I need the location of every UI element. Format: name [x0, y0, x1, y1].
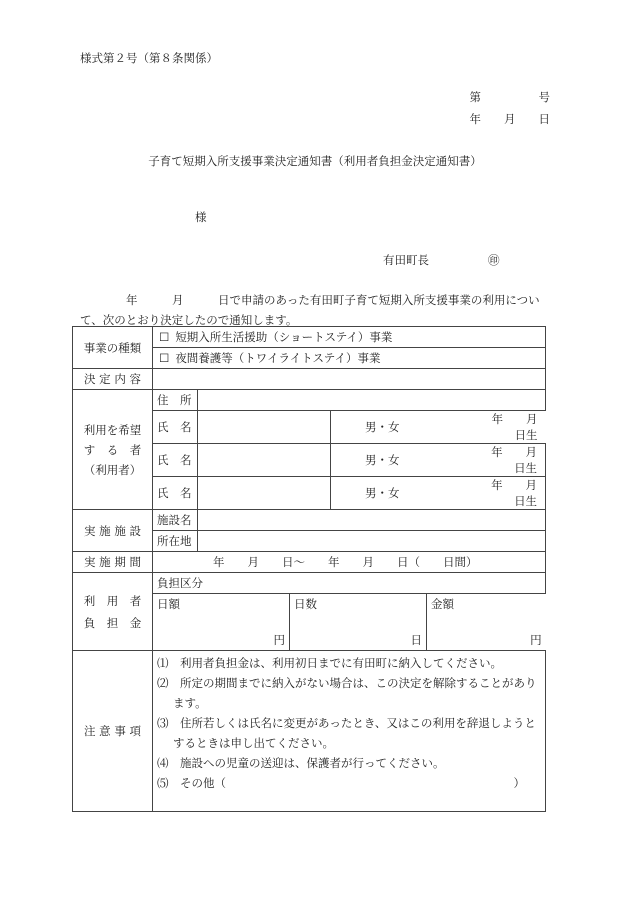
- period-value[interactable]: 年 月 日～ 年 月 日（ 日間）: [153, 552, 546, 573]
- fee-category-label: 負担区分: [153, 573, 546, 594]
- facility-label: 実 施 施 設: [73, 510, 153, 552]
- document-title: 子育て短期入所支援事業決定通知書（利用者負担金決定通知書）: [148, 154, 482, 168]
- service-option-1: [153, 327, 546, 348]
- addressee: 様: [195, 210, 207, 224]
- gender-options[interactable]: 男・女 年 月 日生: [331, 477, 546, 510]
- name-label: 氏 名: [153, 411, 198, 444]
- facility-location-value[interactable]: [198, 531, 546, 552]
- form-number: 様式第２号（第８条関係）: [80, 51, 218, 65]
- service-option-label: 短期入所生活援助（ショートステイ）事業: [175, 330, 393, 344]
- address-value[interactable]: [198, 390, 546, 411]
- facility-name-label: 施設名: [153, 510, 198, 531]
- gender-options[interactable]: 男・女 年 月 日生: [331, 444, 546, 477]
- checkbox-icon[interactable]: ☐: [159, 330, 170, 344]
- notes-label: 注 意 事 項: [73, 651, 153, 812]
- days-cell[interactable]: 日数 日: [290, 594, 427, 650]
- service-option-2: [153, 348, 546, 369]
- gender-options[interactable]: 男・女 年 月 日生: [331, 411, 546, 444]
- name-value[interactable]: [198, 444, 331, 477]
- note-item: ⑴ 利用者負担金は、利用初日までに有田町に納入してください。: [157, 656, 502, 670]
- seal-mark: ㊞: [488, 253, 500, 267]
- note-item: ます。: [173, 696, 207, 710]
- issuer: 有田町長: [383, 253, 429, 267]
- facility-location-label: 所在地: [153, 531, 198, 552]
- name-value[interactable]: [198, 411, 331, 444]
- fee-grid: [153, 594, 546, 651]
- decision-table: [72, 326, 561, 812]
- name-label: 氏 名: [153, 477, 198, 510]
- document-number: 第 号: [469, 90, 550, 104]
- name-label: 氏 名: [153, 444, 198, 477]
- notes-list: [153, 651, 546, 812]
- decision-value[interactable]: [153, 369, 546, 390]
- applicant-label: 利用を希望 す る 者 （利用者）: [73, 390, 153, 510]
- total-amount-cell[interactable]: 金額 円: [431, 597, 542, 647]
- period-label: 実 施 期 間: [73, 552, 153, 573]
- daily-amount-cell[interactable]: 日額 円: [153, 594, 290, 650]
- address-label: 住 所: [153, 390, 198, 411]
- service-option-label: 夜間養護等（トワイライトステイ）事業: [175, 351, 381, 365]
- note-item: ⑷ 施設への児童の送迎は、保護者が行ってください。: [157, 756, 445, 770]
- service-type-label: 事業の種類: [73, 327, 153, 369]
- note-item: ⑶ 住所若しくは氏名に変更があったとき、又はこの利用を辞退しようと: [157, 716, 536, 730]
- note-item: ⑸ その他（ ）: [157, 776, 525, 790]
- intro-text: 年 月 日で申請のあった有田町子育て短期入所支援事業の利用について、次のとおり決定したので通知します。: [80, 293, 540, 327]
- decision-label: 決 定 内 容: [73, 369, 153, 390]
- note-item: するときは申し出てください。: [173, 736, 334, 750]
- facility-name-value[interactable]: [198, 510, 546, 531]
- note-item: ⑵ 所定の期間までに納入がない場合は、この決定を解除することがあり: [157, 676, 537, 690]
- document-date: 年 月 日: [469, 112, 550, 126]
- fee-label: 利 用 者 負 担 金: [73, 573, 153, 651]
- name-value[interactable]: [198, 477, 331, 510]
- checkbox-icon[interactable]: ☐: [159, 351, 170, 365]
